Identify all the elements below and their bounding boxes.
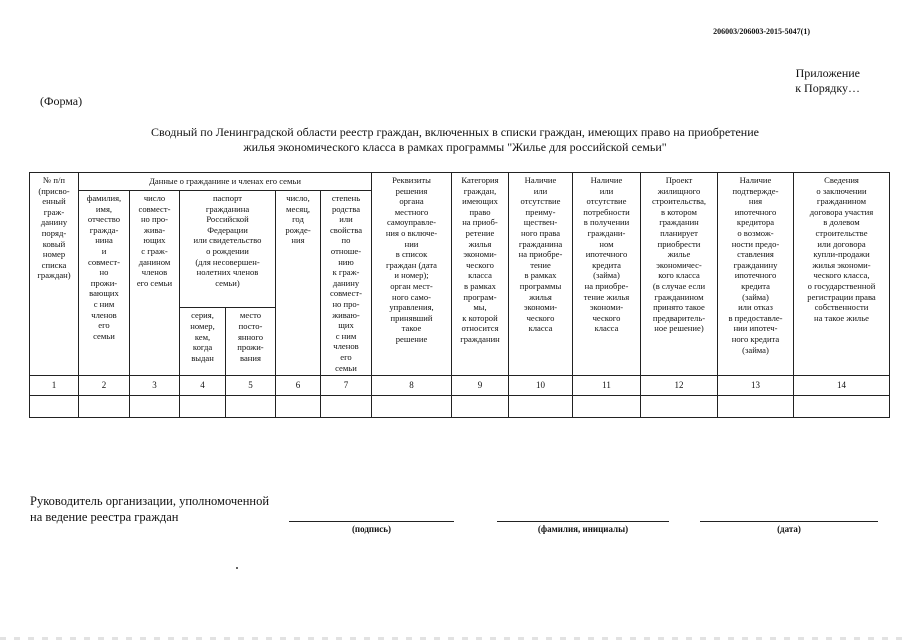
column-number: 12 [641,376,718,396]
form-label: (Форма) [40,94,83,108]
empty-cell[interactable] [180,396,226,418]
signatory-line-2: на ведение реестра граждан [30,510,179,524]
signature-caption: (подпись) [351,524,392,534]
empty-cell[interactable] [718,396,794,418]
empty-data-row [30,396,890,418]
empty-cell[interactable] [794,396,890,418]
header-decision-details: Реквизиты решения органа местного самоуправле- ния о включе- нии в список граждан (дата и номер); орган мест- ного само- управления, принявший такое решение [372,173,452,376]
empty-cell[interactable] [79,396,130,418]
column-number-row [30,376,890,396]
header-construction-project: Проект жилищного строительства, в котором гражданин планирует приобрести жилье экономичес- кого класса (в случае если гражданином принято такое предваритель- ное решение) [641,173,718,376]
appendix-note [700,66,860,96]
column-number: 9 [452,376,509,396]
header-priority-right: Наличие или отсутствие преиму- ществен- ного права гражданина на приобре- тение в рамках программы жилья экономи- ческого класса [509,173,573,376]
header-row-number: № п/п (присво- енный граж- данину поряд- ковый номер списка граждан) [30,173,79,376]
empty-cell[interactable] [452,396,509,418]
scan-speck [236,567,238,569]
header-family-count: число совмест- но про- жива- ющих с граж- данином членов его семьи [130,191,180,376]
column-number: 3 [130,376,180,396]
document-id: 206003/206003-2015-5047(1) [713,27,810,36]
title-line-2: жилья экономического класса в рамках программы "Жилье для российской семьи" [243,140,667,154]
signatory-line-1: Руководитель организации, уполномоченной [30,494,270,508]
empty-cell[interactable] [321,396,372,418]
empty-cell[interactable] [226,396,276,418]
empty-cell[interactable] [30,396,79,418]
column-number: 5 [226,376,276,396]
signature-line[interactable] [289,521,454,522]
column-number: 11 [573,376,641,396]
header-mortgage-need: Наличие или отсутствие потребности в получении граждани- ном ипотечного кредита (займа) на приобре- тение жилья экономи- ческого класса [573,173,641,376]
column-number: 1 [30,376,79,396]
empty-cell[interactable] [276,396,321,418]
column-number: 2 [79,376,130,396]
signatory-label [30,493,269,525]
header-passport-series: серия, номер, кем, когда выдан [180,308,226,376]
document-title [60,125,850,155]
header-contract-info: Сведения о заключении гражданином договора участия в долевом строительстве или договора купли-продажи жилья экономи- ческого класса, о государственной регистрации права собственности на такое жилье [794,173,890,376]
column-number: 4 [180,376,226,396]
column-number: 14 [794,376,890,396]
empty-cell[interactable] [130,396,180,418]
column-number: 10 [509,376,573,396]
header-passport: паспорт гражданина Российской Федерации или свидетельство о рождении (для несовершен- нолетних членов семьи) [180,191,276,308]
header-full-name: фамилия, имя, отчество гражда- нина и совмест- но прожи- вающих с ним членов его семьи [79,191,130,376]
title-line-1: Сводный по Ленинградской области реестр граждан, включенных в списки граждан, имеющих право на приобретение [151,125,759,139]
empty-cell[interactable] [641,396,718,418]
header-mortgage-confirmation: Наличие подтвержде- ния ипотечного кредитора о возмож- ности предо- ставления гражданину ипотечного кредита (займа) или отказ в предоставле- нии ипотеч- ного кредита (займа) [718,173,794,376]
header-relationship: степень родства или свойства по отноше- нию к граж- данину совмест- но про- живаю- щих с ним членов его семьи [321,191,372,376]
header-citizen-category: Категория граждан, имеющих право на приоб- ретение жилья экономи- ческого класса в рамках програм- мы, к которой относится гражданин [452,173,509,376]
header-citizen-data: Данные о гражданине и членах его семьи [79,173,372,191]
name-line[interactable] [497,521,669,522]
empty-cell[interactable] [509,396,573,418]
column-number: 7 [321,376,372,396]
empty-cell[interactable] [372,396,452,418]
appendix-line-1: Приложение [795,66,860,80]
name-caption: (фамилия, инициалы) [537,524,629,534]
date-caption: (дата) [777,524,801,534]
column-number: 8 [372,376,452,396]
date-line[interactable] [700,521,878,522]
column-number: 6 [276,376,321,396]
header-birth-date: число, месяц, год рожде- ния [276,191,321,376]
appendix-line-2: к Порядку… [795,81,860,95]
header-residence: место посто- янного прожи- вания [226,308,276,376]
empty-cell[interactable] [573,396,641,418]
column-number: 13 [718,376,794,396]
registry-table [29,172,890,418]
